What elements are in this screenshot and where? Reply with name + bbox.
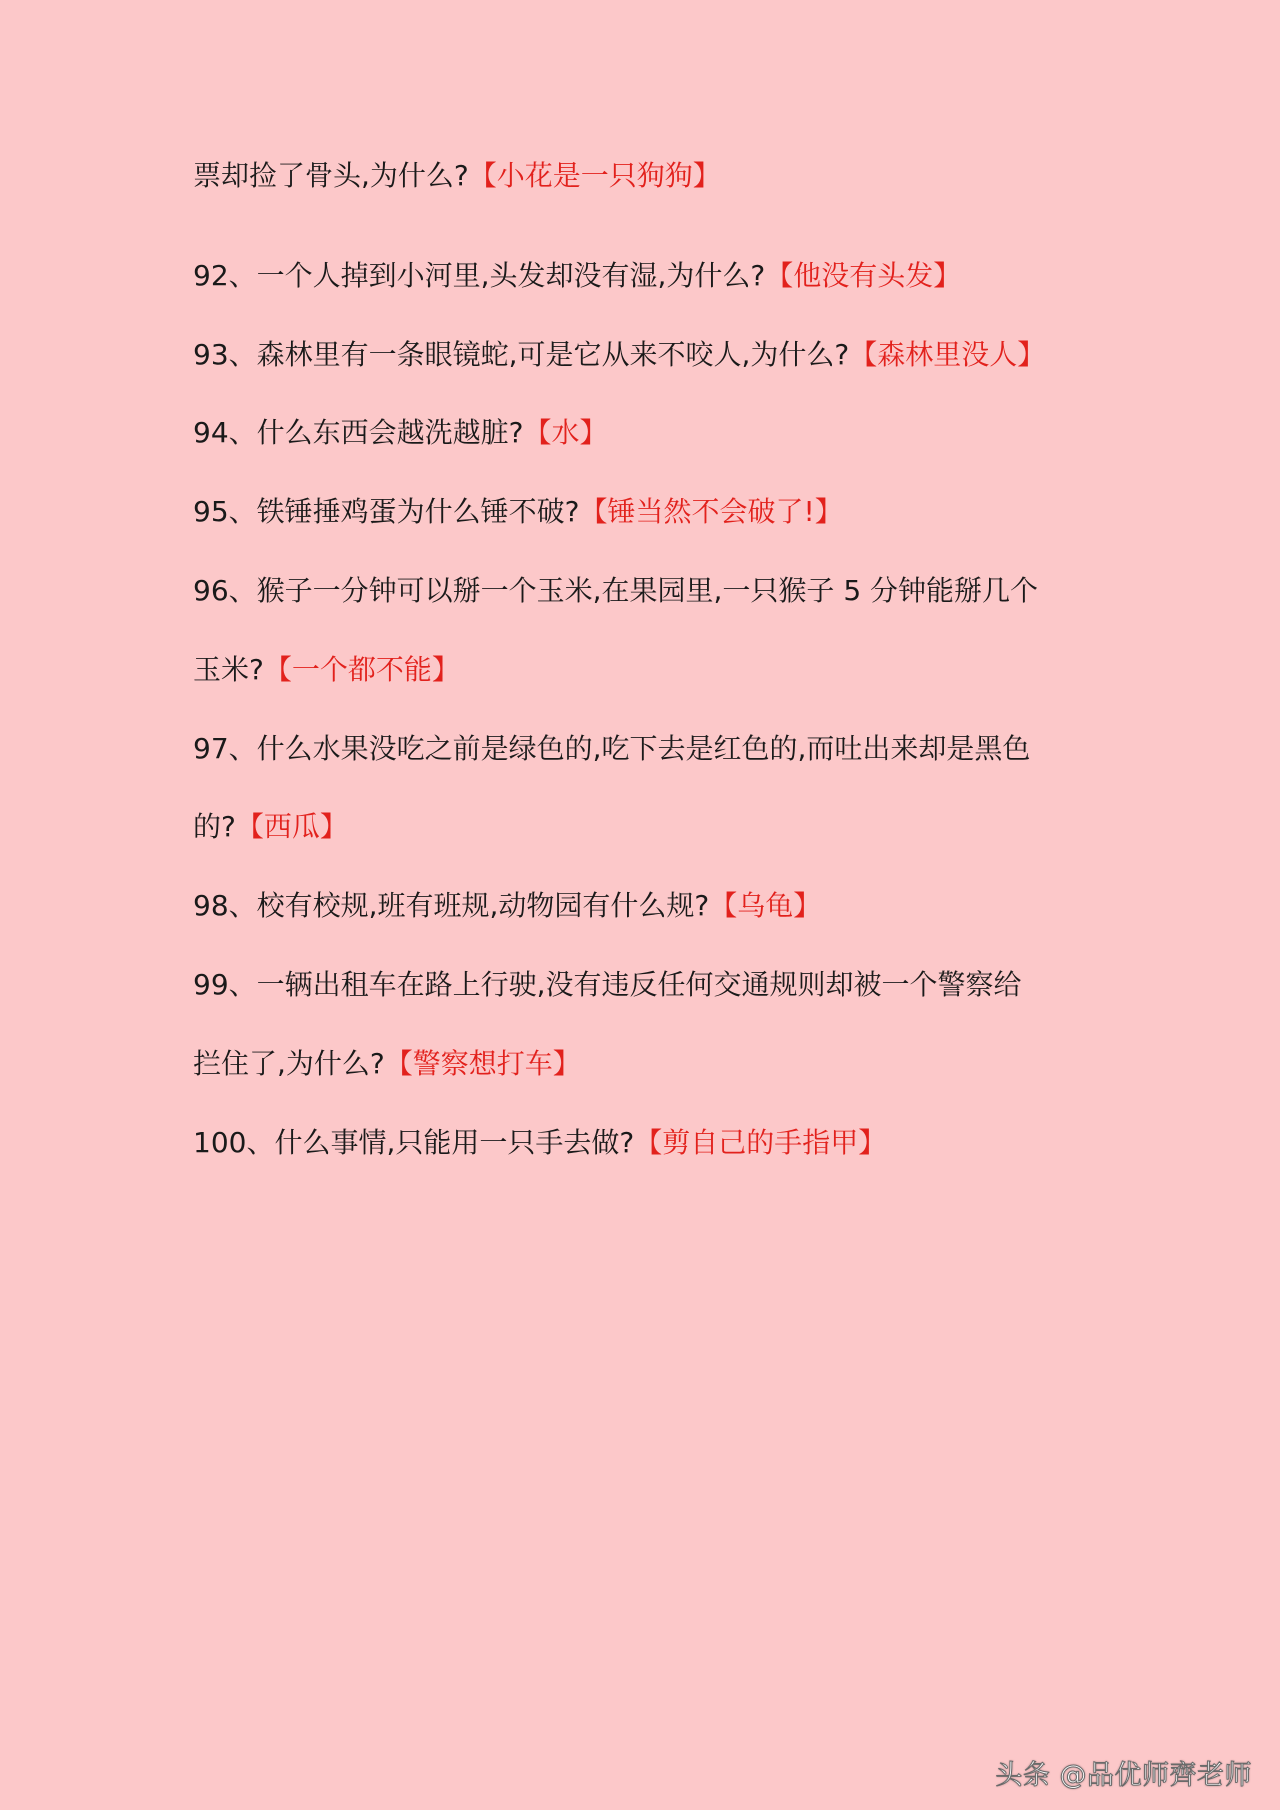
riddle-line (193, 788, 1093, 867)
riddle-line (193, 867, 1093, 946)
riddle-question: 95、铁锤捶鸡蛋为什么锤不破? (193, 495, 580, 529)
riddle-answer: 【锤当然不会破了!】 (579, 495, 843, 529)
watermark: 头条 @品优师齊老师 (995, 1760, 1252, 1791)
riddle-line (193, 394, 1093, 473)
riddle-answer: 【小花是一只狗狗】 (468, 159, 721, 192)
riddle-answer: 【森林里没人】 (849, 337, 1046, 371)
riddle-line (193, 552, 1093, 631)
riddle-answer: 【他没有头发】 (765, 258, 962, 292)
riddle-question: 99、一辆出租车在路上行驶,没有违反任何交通规则却被一个警察给 (193, 967, 1022, 1001)
riddle-question: 92、一个人掉到小河里,头发却没有湿,为什么? (193, 258, 766, 292)
riddle-answer: 【西瓜】 (235, 810, 348, 844)
riddle-line (193, 631, 1093, 710)
riddle-answer: 【警察想打车】 (384, 1046, 581, 1080)
riddle-question: 97、什么水果没吃之前是绿色的,吃下去是红色的,而吐出来却是黑色 (193, 731, 1031, 765)
riddle-line (193, 473, 1093, 552)
riddle-question: 96、猴子一分钟可以掰一个玉米,在果园里,一只猴子 5 分钟能掰几个 (193, 573, 1039, 607)
riddle-answer: 【一个都不能】 (263, 652, 460, 686)
riddle-line (193, 316, 1093, 395)
riddle-list (193, 158, 1093, 1182)
riddle-answer: 【乌龟】 (709, 889, 822, 923)
riddle-question: 的? (193, 810, 236, 844)
riddle-line (193, 1025, 1093, 1104)
riddle-line (193, 710, 1093, 789)
riddle-question: 98、校有校规,班有班规,动物园有什么规? (193, 889, 710, 923)
riddle-question: 93、森林里有一条眼镜蛇,可是它从来不咬人,为什么? (193, 337, 850, 371)
riddle-answer: 【剪自己的手指甲】 (634, 1125, 887, 1159)
riddle-question: 票却捡了骨头,为什么? (193, 159, 469, 192)
riddle-answer: 【水】 (523, 416, 608, 450)
riddle-line (193, 237, 1093, 316)
riddle-line (193, 1104, 1093, 1183)
riddle-question: 94、什么东西会越洗越脏? (193, 416, 524, 450)
riddle-line (193, 158, 1093, 194)
riddle-line (193, 946, 1093, 1025)
riddle-question: 100、什么事情,只能用一只手去做? (193, 1125, 635, 1159)
riddle-question: 玉米? (193, 652, 264, 686)
riddle-question: 拦住了,为什么? (193, 1046, 385, 1080)
